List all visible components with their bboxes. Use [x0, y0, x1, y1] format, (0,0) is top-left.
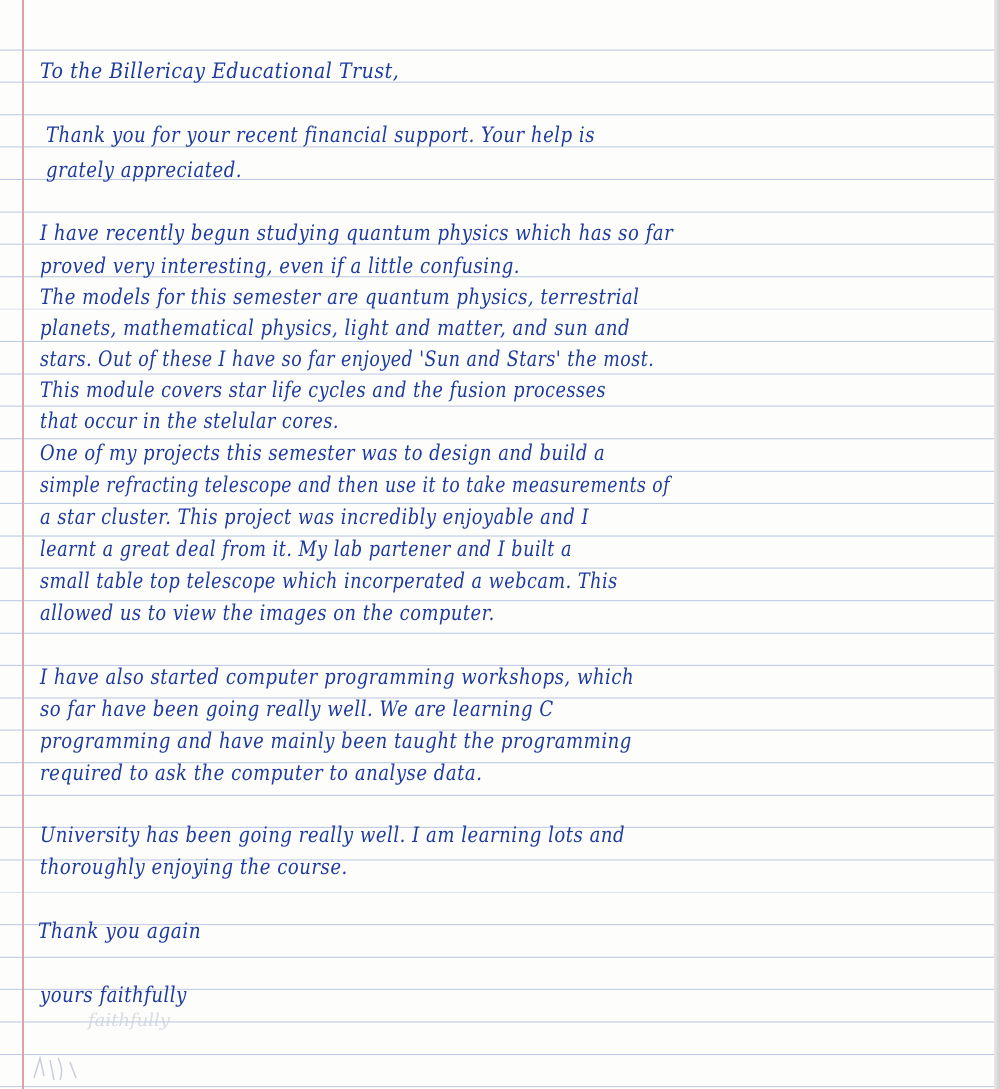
- show-through-text: faithfully: [88, 1010, 170, 1031]
- signoff-line: yours faithfully: [40, 983, 187, 1007]
- letter-line: planets, mathematical physics, light and matter, and sun and: [40, 316, 631, 340]
- letter-line: grately appreciated.: [46, 158, 243, 182]
- letter-line: University has been going really well. I am learning lots and: [40, 823, 626, 847]
- letter-line: This module covers star life cycles and the fusion processes: [40, 378, 607, 402]
- letter-line: I have also started computer programming workshops, which: [40, 665, 635, 689]
- faint-scribble: [30, 1050, 90, 1084]
- letter-line: required to ask the computer to analyse data.: [40, 761, 483, 785]
- letter-line: allowed us to view the images on the computer.: [40, 601, 495, 625]
- letter-line: so far have been going really well. We are learning C: [40, 697, 554, 721]
- closing-line: Thank you again: [38, 919, 202, 943]
- letter-line: One of my projects this semester was to design and build a: [40, 441, 606, 465]
- letter-line: I have recently begun studying quantum physics which has so far: [40, 221, 674, 245]
- letter-line: that occur in the stelular cores.: [40, 409, 340, 433]
- letter-line: stars. Out of these I have so far enjoyed 'Sun and Stars' the most.: [40, 347, 655, 371]
- letter-line: a star cluster. This project was incredibly enjoyable and I: [40, 505, 590, 529]
- letter-line: thoroughly enjoying the course.: [40, 855, 348, 879]
- letter-line: proved very interesting, even if a little confusing.: [40, 254, 521, 278]
- letter-line: programming and have mainly been taught the programming: [40, 729, 632, 753]
- salutation: To the Billericay Educational Trust,: [40, 59, 400, 83]
- letter-line: small table top telescope which incorperated a webcam. This: [40, 569, 618, 593]
- letter-line: learnt a great deal from it. My lab partener and I built a: [40, 537, 572, 561]
- letter-line: simple refracting telescope and then use it to take measurements of: [40, 473, 671, 497]
- letter-line: The models for this semester are quantum physics, terrestrial: [40, 285, 640, 309]
- letter-line: Thank you for your recent financial support. Your help is: [46, 123, 596, 147]
